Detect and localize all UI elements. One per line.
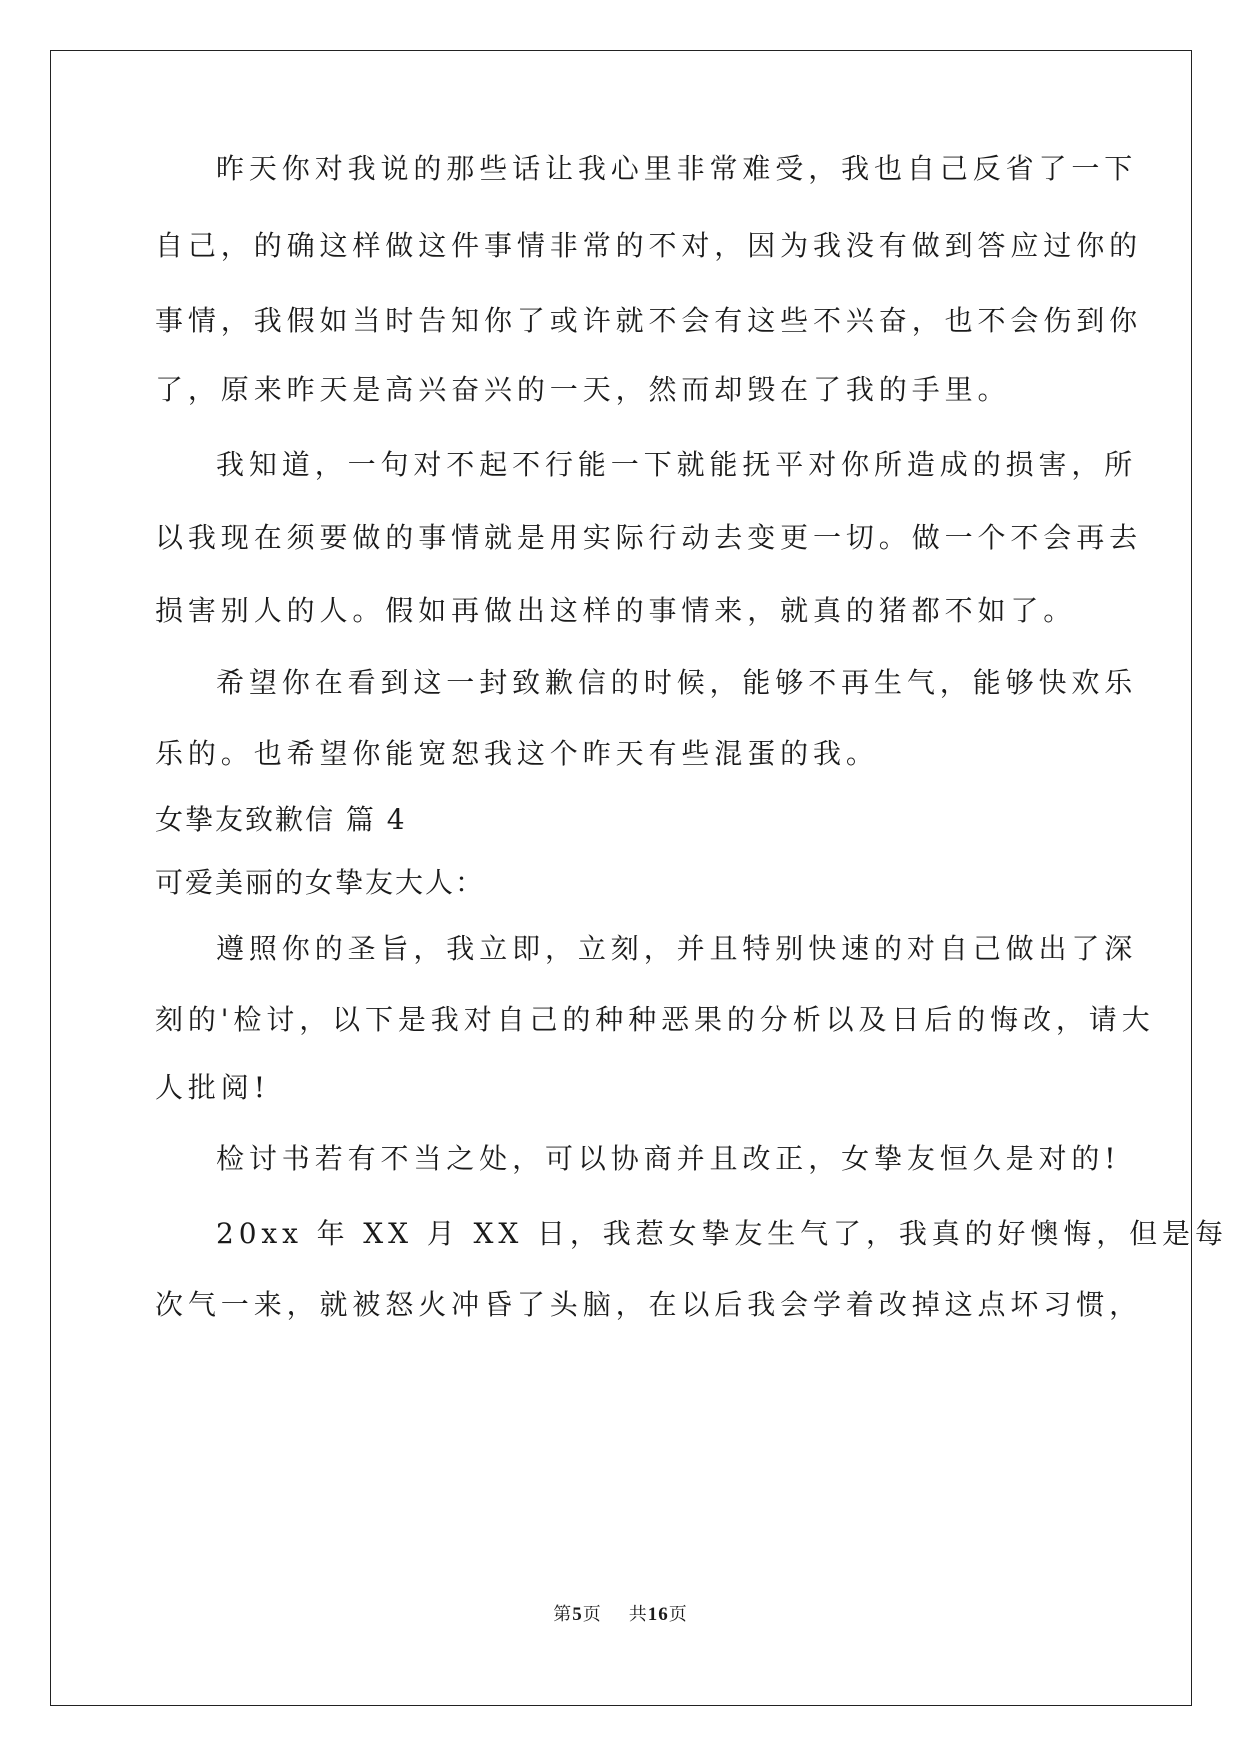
paragraph-line: 次气一来，就被怒火冲昏了头脑，在以后我会学着改掉这点坏习惯， <box>155 1288 1143 1321</box>
salutation: 可爱美丽的女挚友大人： <box>155 866 486 899</box>
paragraph-line: 遵照你的圣旨，我立即，立刻，并且特别快速的对自己做出了深 <box>216 932 1138 965</box>
page-number: 5 <box>572 1604 583 1625</box>
paragraph-line: 我知道，一句对不起不行能一下就能抚平对你所造成的损害，所 <box>216 448 1138 481</box>
paragraph-line: 乐的。也希望你能宽恕我这个昨天有些混蛋的我。 <box>155 737 879 770</box>
total-suffix: 页 <box>668 1604 688 1625</box>
page-suffix: 页 <box>582 1604 602 1625</box>
paragraph-line: 了，原来昨天是高兴奋兴的一天，然而却毁在了我的手里。 <box>155 373 1011 406</box>
section-heading: 女挚友致歉信 篇 4 <box>155 803 407 836</box>
paragraph-line: 希望你在看到这一封致歉信的时候，能够不再生气，能够快欢乐 <box>216 666 1138 699</box>
paragraph-line: 人批阅! <box>155 1071 270 1104</box>
total-pages: 16 <box>647 1604 669 1625</box>
paragraph-line: 刻的'检讨，以下是我对自己的种种恶果的分析以及日后的悔改，请大 <box>155 1003 1155 1036</box>
page-prefix: 第 <box>553 1604 573 1625</box>
paragraph-line: 事情，我假如当时告知你了或许就不会有这些不兴奋，也不会伤到你 <box>155 304 1143 337</box>
paragraph-line: 损害别人的人。假如再做出这样的事情来，就真的猪都不如了。 <box>155 594 1077 627</box>
paragraph-line: 20xx 年 XX 月 XX 日，我惹女挚友生气了，我真的好懊悔，但是每 <box>216 1217 1228 1250</box>
paragraph-line: 以我现在须要做的事情就是用实际行动去变更一切。做一个不会再去 <box>155 521 1143 554</box>
total-prefix: 共 <box>628 1604 648 1625</box>
paragraph-line: 自己，的确这样做这件事情非常的不对，因为我没有做到答应过你的 <box>155 229 1143 262</box>
page-footer <box>0 1600 1241 1630</box>
paragraph-line: 昨天你对我说的那些话让我心里非常难受，我也自己反省了一下 <box>216 152 1138 185</box>
paragraph-line: 检讨书若有不当之处，可以协商并且改正，女挚友恒久是对的! <box>216 1142 1121 1175</box>
